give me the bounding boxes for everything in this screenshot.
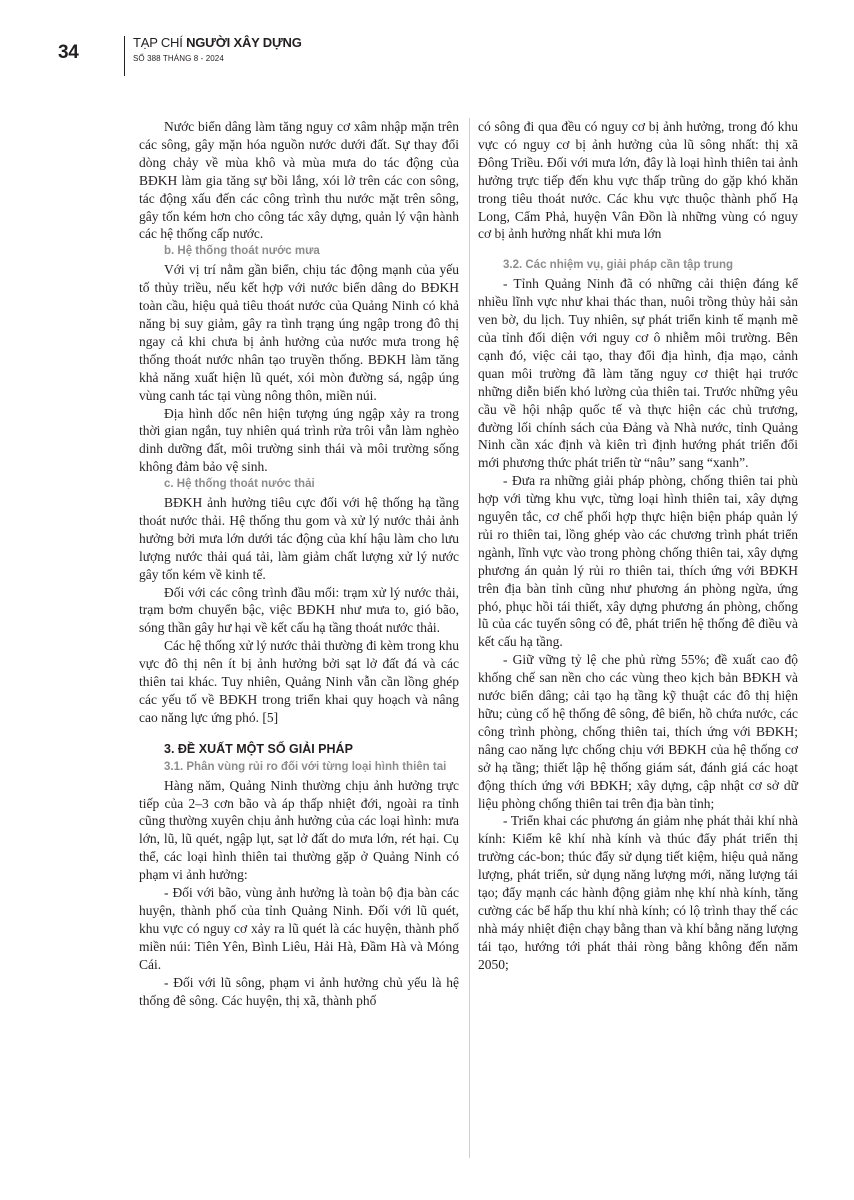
paragraph: có sông đi qua đều có nguy cơ bị ảnh hưởng, trong đó khu vực có nguy cơ bị ảnh hưởng của lũ sông nhất: thị xã Đông Triều. Đối với mưa lớn, đây là loại hình thiên tai ảnh hưởng trực tiếp đến khu vực thấp trũng do gặp khó khăn trong tiêu thoát nước. Các khu vực thuộc thành phố Hạ Long, Cẩm Phả, huyện Vân Đồn là những vùng có nguy cơ bị ảnh hưởng nhất khi mưa lớn [478, 119, 798, 242]
paragraph: - Đối với lũ sông, phạm vi ảnh hưởng chủ yếu là hệ thống đê sông. Các huyện, thị xã, thành phố [139, 974, 459, 1008]
journal-prefix: TẠP CHÍ [133, 35, 183, 50]
subheading-3-2: 3.2. Các nhiệm vụ, giải pháp cần tập trung [503, 259, 734, 272]
subheading-c: c. Hệ thống thoát nước thải [164, 478, 315, 491]
paragraph: Địa hình dốc nên hiện tượng úng ngập xảy ra trong thời gian ngắn, tuy nhiên quá trình rửa trôi vẫn làm nghèo dinh dưỡng đất, môi trường sinh thái và môi trường sống không đảm bảo vệ sinh. [139, 405, 459, 475]
paragraph: Hàng năm, Quảng Ninh thường chịu ảnh hưởng trực tiếp của 2–3 cơn bão và áp thấp nhiệt đới, ngoài ra tỉnh cũng thường xuyên chịu ảnh hưởng của các loại hình: mưa lớn, lũ, lũ quét, ngập lụt, sạt lở đất do mưa lớn, rét hại. Cụ thể, các loại hình thiên tai thường gặp ở Quảng Ninh có phạm vi ảnh hưởng: [139, 777, 459, 883]
column-divider [469, 118, 470, 1158]
paragraph: Đối với các công trình đầu mối: trạm xử lý nước thải, trạm bơm chuyển bậc, việc BĐKH như mưa to, gió bão, sóng thần gây hư hại về kết cấu hạ tầng thoát nước thải. [139, 584, 459, 636]
paragraph: Nước biển dâng làm tăng nguy cơ xâm nhập mặn trên các sông, gây mặn hóa nguồn nước dưới đất. Sự thay đổi dòng chảy về mùa khô và mùa mưa do tác động của BĐKH làm gia tăng sự bồi lắng, xói lở trên các con sông, tác động xấu đến các công trình thu nước mặt trên sông, gây tốn kém hơn cho công tác xây dựng, quản lý vận hành các hệ thống cấp nước. [139, 119, 459, 242]
right-column [478, 118, 798, 974]
paragraph: - Đối với bão, vùng ảnh hưởng là toàn bộ địa bàn các huyện, thành phố của tỉnh Quảng Ninh. Đối với lũ quét, khu vực có nguy cơ xảy ra lũ quét là các huyện, thành phố miền núi: Tiên Yên, Bình Liêu, Hải Hà, Đầm Hà và Móng Cái. [139, 885, 459, 972]
left-column [139, 118, 459, 1009]
subheading-3-1: 3.1. Phân vùng rủi ro đối với từng loại hình thiên tai [164, 760, 447, 773]
paragraph: - Đưa ra những giải pháp phòng, chống thiên tai phù hợp với từng khu vực, từng loại hình thiên tai, xây dựng nguyên tắc, cơ chế phối hợp thực hiện biện pháp quản lý rủi ro thiên tai, lồng ghép vào các chương trình phát triển ngành, lĩnh vực vào trong phòng chống thiên tai, xây dựng phương án quản lý rủi ro thiên tai, thích ứng với BĐKH trên địa bàn tỉnh cũng như phương án phòng ngừa, ứng phó, phục hồi tái thiết, xây dựng phương án phòng, chống lũ của các tuyến sông có đê, phát triển hệ thống đê điều và kết cấu hạ tầng. [478, 473, 798, 650]
paragraph: Với vị trí nằm gần biển, chịu tác động mạnh của yếu tố thủy triều, nếu kết hợp với nước biển dâng do BĐKH toàn cầu, hiệu quả tiêu thoát nước của Quảng Ninh có khả năng bị suy giảm, gây ra tình trạng úng ngập trong đô thị ngay cả khi chưa bị ảnh hưởng của nước mưa trong hệ thống thoát nước nhân tạo truyền thống. BĐKH làm tăng khả năng xuất hiện lũ quét, xói mòn đường sá, ngập úng vùng canh tác tại vùng nông thôn, miền núi. [139, 262, 459, 403]
subheading-b: b. Hệ thống thoát nước mưa [164, 245, 320, 258]
paragraph: BĐKH ảnh hưởng tiêu cực đối với hệ thống hạ tầng thoát nước thải. Hệ thống thu gom và xử lý nước thải ảnh hưởng bởi mưa lớn dưới tác động của khí hậu làm cho lưu lượng nước thải quá tải, làm giảm chất lượng xử lý nước gây tốn kém về kinh tế. [139, 495, 459, 582]
issue-line: SỐ 388 THÁNG 8 - 2024 [133, 54, 224, 63]
paragraph: - Tỉnh Quảng Ninh đã có những cải thiện đáng kể nhiều lĩnh vực như khai thác than, nuôi trồng thủy hải sản ven bờ, du lịch. Tuy nhiên, sự phát triển kinh tế mạnh mẽ của tỉnh đối diện với nguy cơ ô nhiễm môi trường. Bên cạnh đó, việc cải tạo, thay đổi địa hình, địa mạo, cảnh quan môi trường đã làm tăng nguy cơ thiệt hại trước những diễn biến khó lường của thiên tai. Trước những yêu cầu về hội nhập quốc tế và thực hiện các chủ trương, đường lối chính sách của Đảng và Nhà nước, tỉnh Quảng Ninh cần xác định và kiên trì định hướng phát triển đổi mới phương thức phát triển từ “nâu” sang “xanh”. [478, 276, 798, 471]
section-heading-3: 3. ĐỀ XUẤT MỘT SỐ GIẢI PHÁP [164, 741, 353, 756]
paragraph: - Giữ vững tỷ lệ che phủ rừng 55%; đề xuất cao độ khống chế san nền cho các vùng theo kịch bản BĐKH và nước biển dâng; cải tạo hạ tầng kỹ thuật các đô thị hiện hữu; củng cố hệ thống đê sông, đê biển, hồ chứa nước, các công trình phòng, chống thiên tai, thích ứng với BĐKH; nâng cao năng lực chống chịu với BĐKH của hệ thống cơ sở hạ tầng; thiết lập hệ thống giám sát, đánh giá các hoạt động thích ứng với BĐKH; xây dựng, cập nhật cơ sở dữ liệu phòng chống thiên tai trên địa bàn tỉnh; [478, 652, 798, 811]
header-divider [124, 36, 125, 76]
paragraph: - Triển khai các phương án giảm nhẹ phát thải khí nhà kính: Kiểm kê khí nhà kính và thúc đẩy phát triển thị trường các-bon; thúc đẩy sử dụng tiết kiệm, hiệu quả năng lượng, phát triển, sử dụng năng lượng mới, năng lượng tái tạo; đẩy mạnh các hành động giảm nhẹ khí nhà kính, tăng cường các bể hấp thu khí nhà kính; có lộ trình thay thế các nhà máy nhiệt điện chạy bằng than và khí bằng năng lượng tái tạo, hướng tới phát thải ròng bằng không đến năm 2050; [478, 813, 798, 972]
page-number: 34 [58, 42, 79, 63]
page-header [0, 0, 854, 90]
paragraph: Các hệ thống xử lý nước thải thường đi kèm trong khu vực đô thị nên ít bị ảnh hưởng bởi sạt lở đất đá và các thiên tai khác. Tuy nhiên, Quảng Ninh vẫn cần lồng ghép các yếu tố về BĐKH trong triển khai quy hoạch và nâng cao năng lực ứng phó. [5] [139, 638, 459, 725]
journal-name: NGƯỜI XÂY DỰNG [186, 35, 302, 50]
journal-title [133, 35, 302, 50]
